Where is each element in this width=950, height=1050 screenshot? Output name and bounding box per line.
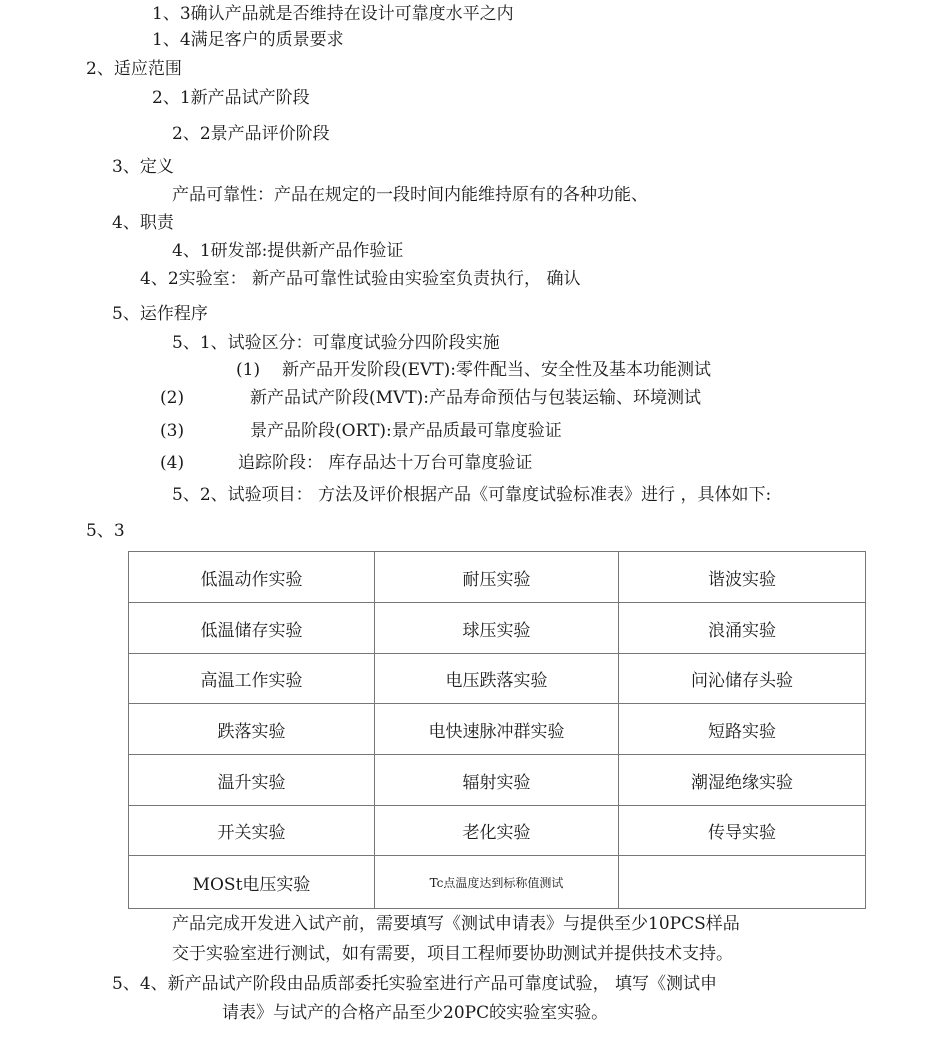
table-cell: 低温动作实验 — [129, 552, 375, 603]
clause-4-2: 4、2实验室： 新产品可靠性试验由实验室负责执行， 确认 — [140, 269, 581, 289]
phase-3-text: 景产品阶段(ORT):景产品质最可靠度验证 — [250, 421, 562, 441]
table-cell: 老化实验 — [375, 806, 619, 856]
table-cell: 谐波实验 — [619, 552, 866, 603]
clause-1-3: 1、3确认产品就是否维持在设计可靠度水平之内 — [152, 4, 514, 24]
table-cell: 开关实验 — [129, 806, 375, 856]
definition-text: 产品可靠性：产品在规定的一段时间内能维持原有的各种功能、 — [172, 185, 648, 205]
table-cell: Tc点温度达到标称值测试 — [375, 856, 619, 909]
section-5-heading: 5、运作程序 — [112, 304, 208, 324]
clause-1-4: 1、4满足客户的质景要求 — [152, 30, 344, 50]
phase-1-text: 新产品开发阶段(EVT):零件配当、安全性及基本功能测试 — [282, 360, 712, 380]
table-cell: MOSt电压实验 — [129, 856, 375, 909]
table-row — [129, 704, 866, 755]
clause-4-1: 4、1研发部:提供新产品作验证 — [172, 241, 404, 261]
table-cell: 温升实验 — [129, 755, 375, 806]
phase-3-number: (3) — [160, 421, 185, 441]
table-cell: 电压跌落实验 — [375, 654, 619, 704]
table-cell: 潮湿绝缘实验 — [619, 755, 866, 806]
table-cell: 问沁储存头验 — [619, 654, 866, 704]
table-cell: 电快速脉冲群实验 — [375, 704, 619, 755]
clause-2-2: 2、2景产品评价阶段 — [172, 124, 330, 144]
table-row — [129, 806, 866, 856]
section-3-heading: 3、定义 — [112, 157, 174, 177]
phase-2-text: 新产品试产阶段(MVT):产品寿命预估与包装运输、环境测试 — [250, 388, 702, 408]
clause-5-1: 5、1、试验区分：可靠度试验分四阶段实施 — [172, 333, 500, 353]
paragraph-after-table-1: 产品完成开发进入试产前，需要填写《测试申请表》与提供至少10PCS样品 — [172, 914, 740, 934]
table-cell: 耐压实验 — [375, 552, 619, 603]
phase-1-number: (1) — [236, 360, 261, 380]
test-items-table — [128, 551, 866, 909]
table-cell: 低温储存实验 — [129, 603, 375, 654]
section-2-heading: 2、适应范围 — [86, 59, 182, 79]
table-cell: 浪涌实验 — [619, 603, 866, 654]
table-cell: 辐射实验 — [375, 755, 619, 806]
paragraph-after-table-2: 交于实验室进行测试，如有需要，项目工程师要协助测试并提供技术支持。 — [172, 944, 733, 964]
table-cell: 跌落实验 — [129, 704, 375, 755]
clause-5-4-continued: 请表》与试产的合格产品至少20PC皎实验室实验。 — [222, 1003, 609, 1023]
phase-2-number: (2) — [160, 388, 185, 408]
clause-5-4: 5、4、新产品试产阶段由品质部委托实验室进行产品可靠度试验， 填写《测试申 — [112, 974, 718, 994]
clause-2-1: 2、1新产品试产阶段 — [152, 88, 310, 108]
table-row — [129, 552, 866, 603]
clause-5-2: 5、2、试验项目： 方法及评价根据产品《可靠度试验标准表》进行 ，具体如下: — [172, 485, 772, 505]
table-cell: 传导实验 — [619, 806, 866, 856]
table-row — [129, 856, 866, 909]
clause-5-3: 5、3 — [86, 521, 125, 541]
table-row — [129, 603, 866, 654]
table-cell — [619, 856, 866, 909]
phase-4-text: 追踪阶段： 库存品达十万台可靠度验证 — [238, 453, 533, 473]
table-cell: 高温工作实验 — [129, 654, 375, 704]
phase-4-number: (4) — [160, 453, 185, 473]
table-row — [129, 654, 866, 704]
table-row — [129, 755, 866, 806]
table-cell: 短路实验 — [619, 704, 866, 755]
section-4-heading: 4、职责 — [112, 213, 174, 233]
table-cell: 球压实验 — [375, 603, 619, 654]
